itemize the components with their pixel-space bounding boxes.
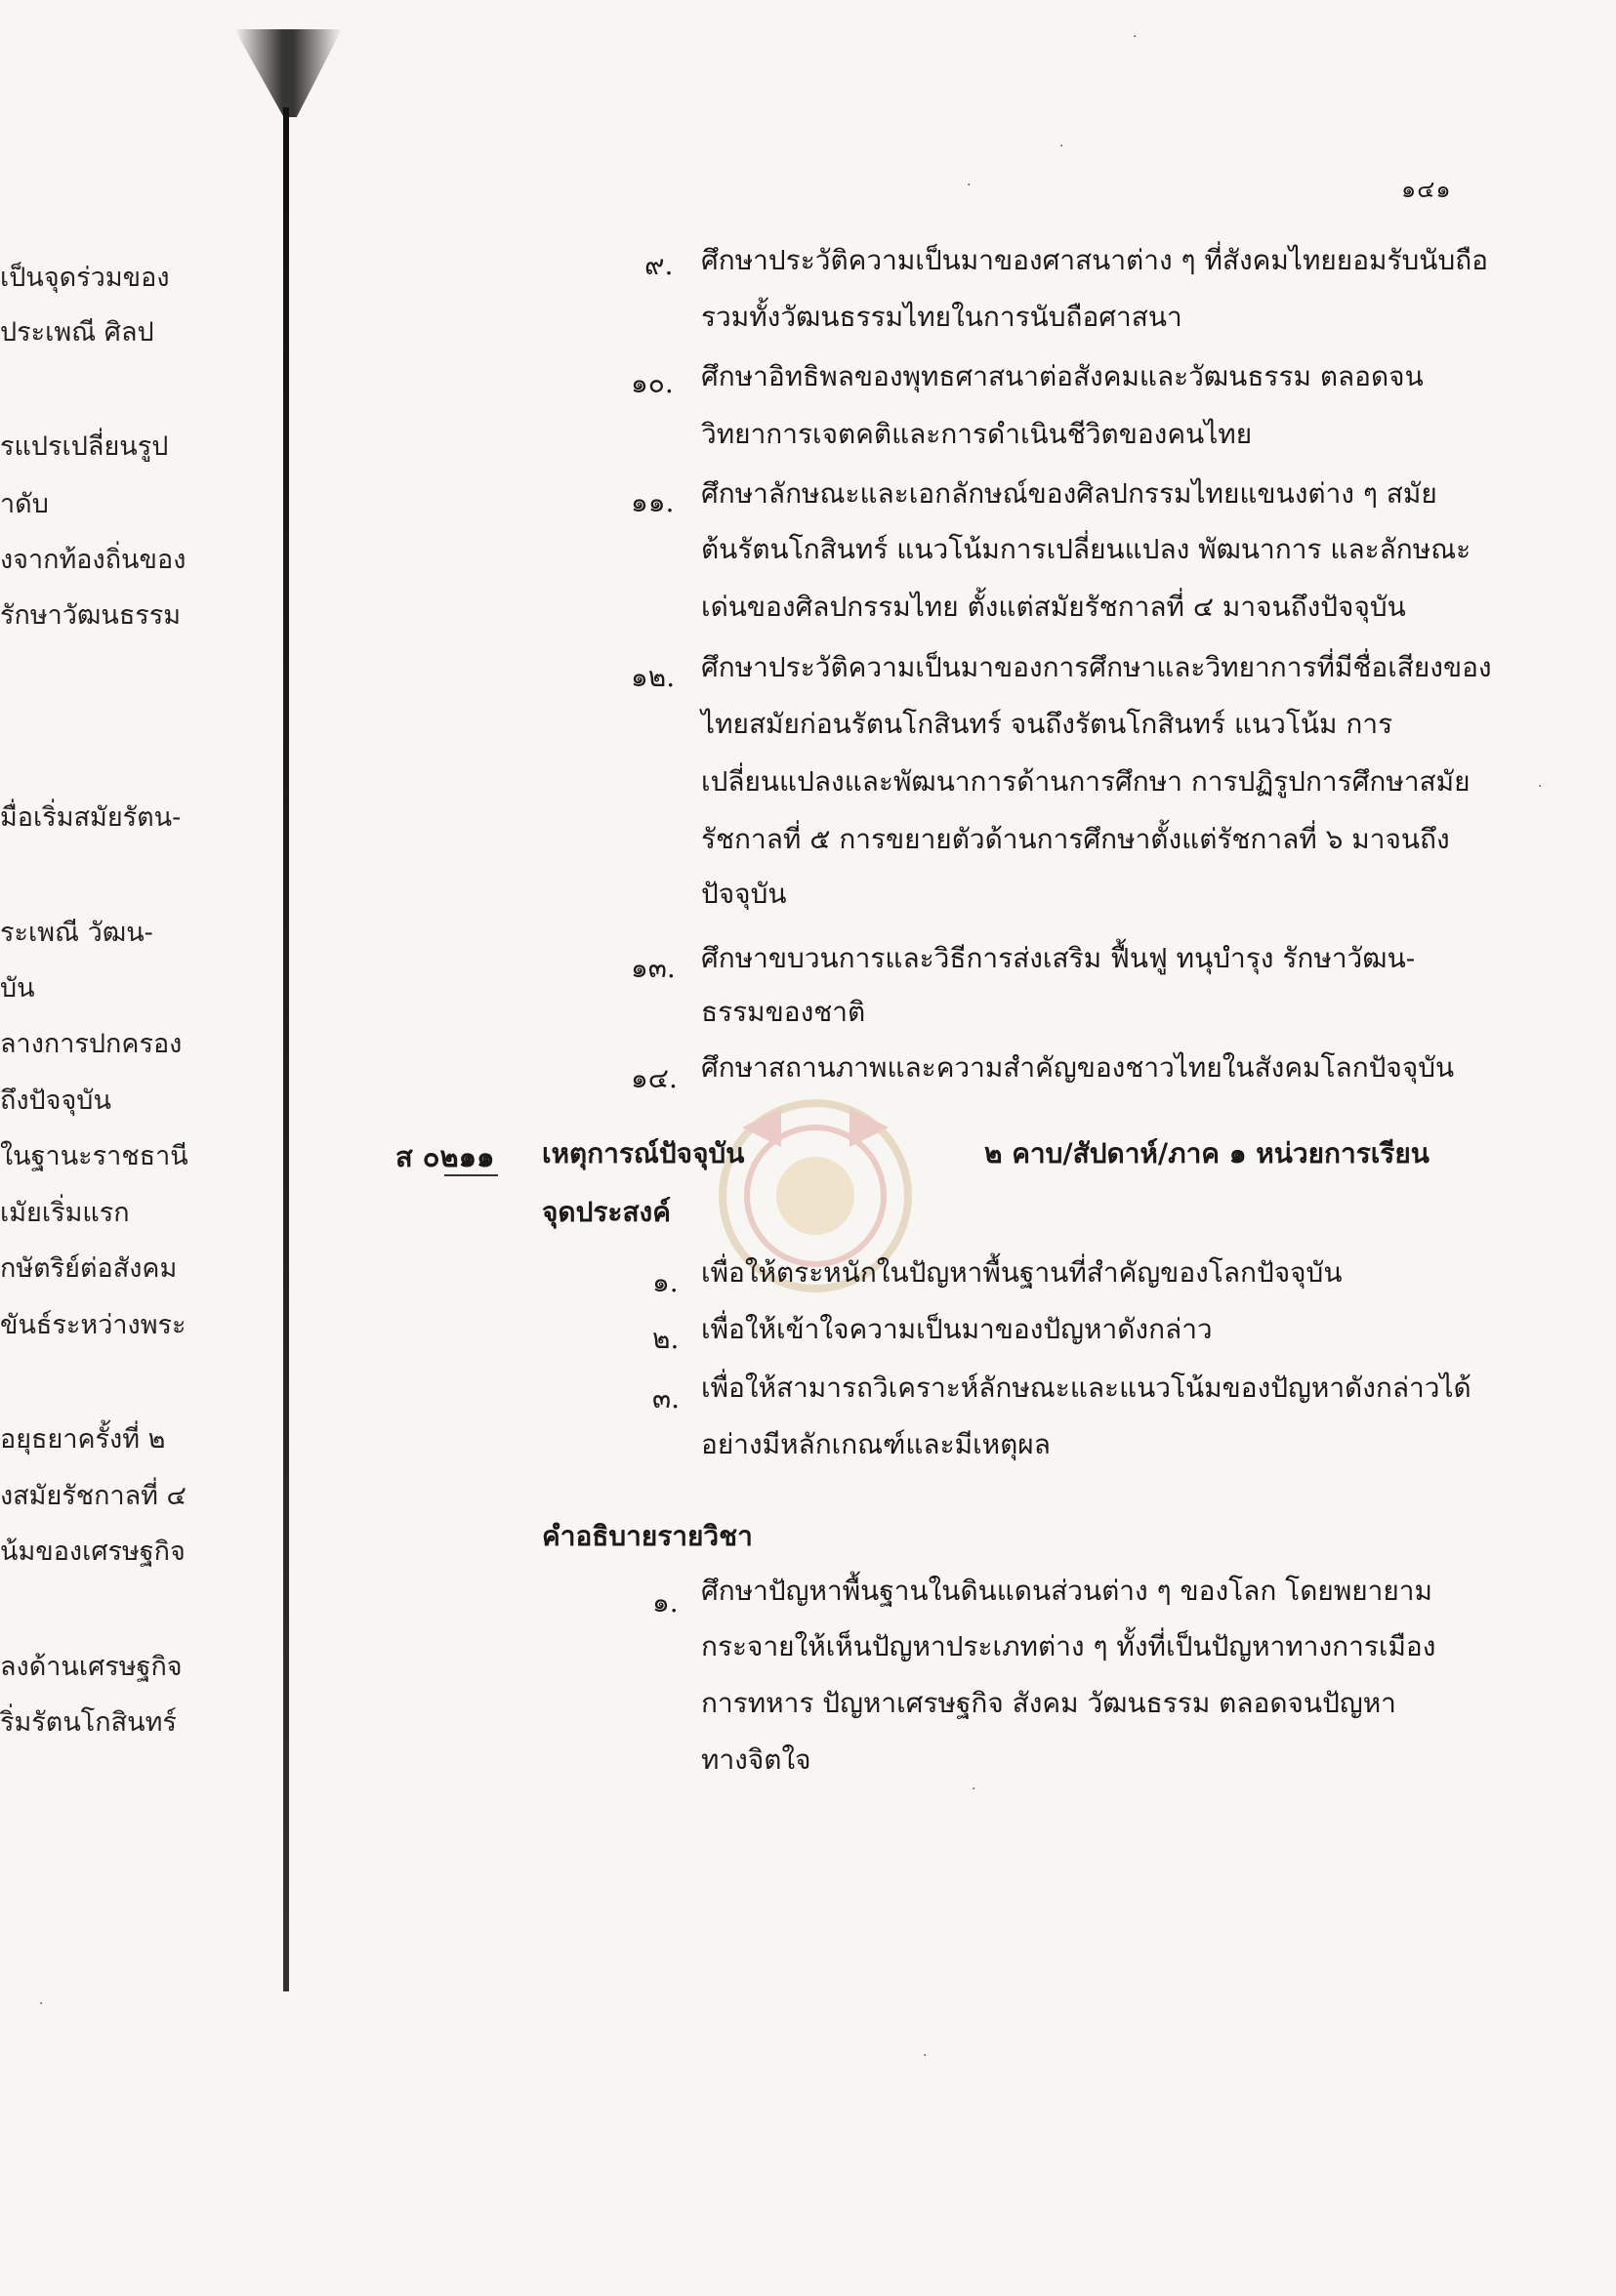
fragment-line: บัน: [0, 973, 35, 1004]
item-number: ๑๓.: [631, 952, 676, 984]
item-text: ศึกษาประวัติความเป็นมาของศาสนาต่าง ๆ ที่สังคมไทยยอมรับนับถือ: [701, 244, 1488, 276]
course-title: เหตุการณ์ปัจจุบัน: [542, 1137, 745, 1169]
fragment-line: ถึงปัจจุบัน: [0, 1086, 111, 1116]
fragment-line: งสมัยรัชกาลที่ ๔: [0, 1481, 186, 1511]
gutter-shadow: [234, 29, 342, 117]
objectives-heading: จุดประสงค์: [542, 1196, 671, 1228]
description-heading: คำอธิบายรายวิชา: [542, 1520, 753, 1552]
item-text: รวมทั้งวัฒนธรรมไทยในการนับถือศาสนา: [701, 301, 1182, 333]
objective-number: ๓.: [652, 1382, 681, 1414]
objective-number: ๑.: [652, 1266, 679, 1298]
item-text: ศึกษาลักษณะและเอกลักษณ์ของศิลปกรรมไทยแขนงต่าง ๆ สมัย: [701, 477, 1437, 510]
scan-speck: ·: [1538, 779, 1543, 795]
item-text: เด่นของศิลปกรรมไทย ตั้งแต่สมัยรัชกาลที่ ๔ มาจนถึงปัจจุบัน: [701, 591, 1406, 623]
fragment-line: าดับ: [0, 489, 49, 519]
item-number: ๑๑.: [631, 486, 675, 518]
fragment-line: ลางการปกครอง: [0, 1029, 183, 1059]
previous-page-fragments: [0, 0, 273, 2296]
item-text: ธรรมของชาติ: [701, 996, 866, 1028]
fragment-line: รักษาวัฒนธรรม: [0, 600, 182, 631]
objective-text: อย่างมีหลักเกณฑ์และมีเหตุผล: [701, 1428, 1051, 1460]
fragment-line: กษัตริย์ต่อสังคม: [0, 1253, 178, 1284]
course-code-underline: [444, 1174, 498, 1176]
description-text: ศึกษาปัญหาพื้นฐานในดินแดนส่วนต่าง ๆ ของโลก โดยพยายาม: [701, 1575, 1432, 1607]
fragment-line: เมัยเริ่มแรก: [0, 1198, 130, 1228]
item-text: ต้นรัตนโกสินทร์ แนวโน้มการเปลี่ยนแปลง พัฒนาการ และลักษณะ: [701, 533, 1471, 565]
fragment-line: ในฐานะราชธานี: [0, 1141, 188, 1171]
objective-text: เพื่อให้ตระหนักในปัญหาพื้นฐานที่สำคัญของโลกปัจจุบัน: [701, 1256, 1343, 1289]
item-text: ปัจจุบัน: [701, 878, 787, 910]
item-text: ศึกษาประวัติความเป็นมาของการศึกษาและวิทยาการที่มีชื่อเสียงของ: [701, 651, 1492, 683]
objective-text: เพื่อให้เข้าใจความเป็นมาของปัญหาดังกล่าว: [701, 1313, 1213, 1345]
fragment-line: รแปรเปลี่ยนรูป: [0, 431, 169, 462]
item-text: วิทยาการเจตคติและการดำเนินชีวิตของคนไทย: [701, 418, 1253, 450]
scan-speck: ·: [1059, 139, 1064, 154]
scan-speck: ·: [967, 178, 972, 193]
objective-number: ๒.: [652, 1323, 680, 1355]
fragment-line: ประเพณี ศิลป: [0, 317, 154, 348]
description-text: กระจายให้เห็นปัญหาประเภทต่าง ๆ ทั้งที่เป็นปัญหาทางการเมือง: [701, 1630, 1436, 1662]
fragment-line: เป็นจุดร่วมของ: [0, 263, 170, 293]
scan-speck: ·: [923, 2048, 928, 2064]
fragment-line: ขันธ์ระหว่างพระ: [0, 1310, 186, 1340]
description-number: ๑.: [652, 1586, 679, 1619]
fragment-line: งจากท้องถิ่นของ: [0, 545, 186, 575]
fragment-line: มื่อเริ่มสมัยรัตน-: [0, 802, 182, 833]
course-hours: ๒ คาบ/สัปดาห์/ภาค ๑ หน่วยการเรียน: [984, 1137, 1430, 1169]
item-text: ไทยสมัยก่อนรัตนโกสินทร์ จนถึงรัตนโกสินทร์ แนวโน้ม การ: [701, 708, 1393, 740]
page-number: ๑๔๑: [1401, 176, 1452, 203]
description-text: การทหาร ปัญหาเศรษฐกิจ สังคม วัฒนธรรม ตลอดจนปัญหา: [701, 1687, 1396, 1719]
item-text: ศึกษาอิทธิพลของพุทธศาสนาต่อสังคมและวัฒนธรรม ตลอดจน: [701, 360, 1424, 392]
objective-text: เพื่อให้สามารถวิเคราะห์ลักษณะและแนวโน้มของปัญหาดังกล่าวได้: [701, 1372, 1471, 1404]
fragment-line: ่อยุธยาครั้งที่ ๒: [0, 1424, 166, 1455]
fragment-line: ระเพณี วัฒน-: [0, 918, 153, 948]
item-text: รัชกาลที่ ๕ การขยายตัวด้านการศึกษาตั้งแต่รัชกาลที่ ๖ มาจนถึง: [701, 823, 1450, 855]
course-code: ส ๐๒๑๑: [395, 1140, 495, 1173]
item-number: ๑๔.: [631, 1062, 678, 1094]
item-number: ๑๐.: [631, 367, 674, 399]
fragment-line: ลงด้านเศรษฐกิจ: [0, 1652, 183, 1682]
scan-speck: ·: [1133, 29, 1138, 45]
scan-speck: ·: [972, 1782, 976, 1797]
item-text: ศึกษาขบวนการและวิธีการส่งเสริม ฟื้นฟู ทนุบำรุง รักษาวัฒน-: [701, 942, 1416, 974]
fragment-line: น้มของเศรษฐกิจ: [0, 1537, 186, 1567]
fragment-line: ริ่มรัตนโกสินทร์: [0, 1707, 177, 1738]
scan-speck: ·: [39, 1996, 44, 2012]
binding-gutter: [234, 29, 342, 1991]
item-text: ศึกษาสถานภาพและความสำคัญของชาวไทยในสังคมโลกปัจจุบัน: [701, 1051, 1455, 1084]
item-number: ๑๒.: [631, 661, 676, 693]
item-text: เปลี่ยนแปลงและพัฒนาการด้านการศึกษา การปฏิรูปการศึกษาสมัย: [701, 765, 1471, 798]
gutter-line: [283, 107, 289, 1991]
item-number: ๙.: [644, 249, 674, 281]
description-text: ทางจิตใจ: [701, 1743, 811, 1776]
